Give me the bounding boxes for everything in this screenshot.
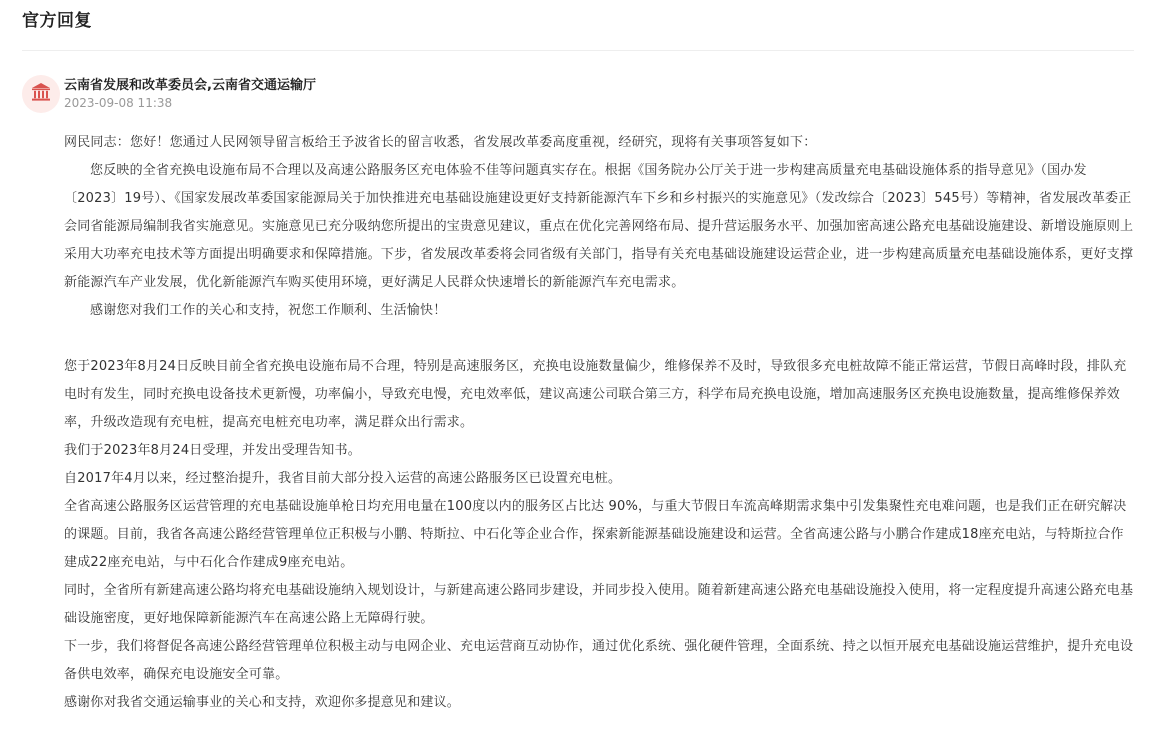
reply-paragraph: 网民同志：您好！您通过人民网领导留言板给王予波省长的留言收悉，省发展改革委高度重视，经研究，现将有关事项答复如下： xyxy=(64,135,817,150)
reply-paragraph: 感谢您对我们工作的关心和支持，祝您工作顺利、生活愉快！ xyxy=(90,303,447,318)
reply-paragraph: 感谢你对我省交通运输事业的关心和支持，欢迎你多提意见和建议。 xyxy=(64,695,461,710)
reply-paragraph: 您反映的全省充换电设施布局不合理以及高速公路服务区充电体验不佳等问题真实存在。根据《国务院办公厅关于进一步构建高质量充电基础设施体系的指导意见》（国办发〔2023〕19号）、《国家发展改革委国家能源局关于加快推进充电基础设施建设更好支持新能源汽车下乡和乡村振兴的实施意见》（发改综合〔2023〕545号）等精神，省发展改革委正会同省能源局编制我省实施意见。实施意见已充分吸纳您所提出的宝贵意见建议，重点在优化完善网络布局、提升营运服务水平、加强加密高速公路充电基础设施建设、新增设施原则上采用大功率充电技术等方面提出明确要求和保障措施。下步，省发展改革委将会同省级有关部门，指导有关充电基础设施建设运营企业，进一步构建高质量充电基础设施体系，更好支撑新能源汽车产业发展，优化新能源汽车购买使用环境，更好满足人民群众快速增长的新能源汽车充电需求。 xyxy=(64,163,1134,290)
reply-paragraph: 下一步，我们将督促各高速公路经营管理单位积极主动与电网企业、充电运营商互动协作，通过优化系统、强化硬件管理，全面系统、持之以恒开展充电基础设施运营维护，提升充电设备供电效率，确保充电设施安全可靠。 xyxy=(64,639,1134,682)
government-building-icon xyxy=(30,81,52,107)
reply-paragraph: 您于2023年8月24日反映目前全省充换电设施布局不合理，特别是高速服务区，充换电设施数量偏少，维修保养不及时，导致很多充电桩故障不能正常运营，节假日高峰时段，排队充电时有发生，同时充换电设备技术更新慢，功率偏小，导致充电慢，充电效率低，建议高速公司联合第三方，科学布局充换电设施，增加高速服务区充换电设施数量，提高维修保养效率，升级改造现有充电桩，提高充电桩充电功率，满足群众出行需求。 xyxy=(64,359,1127,430)
department-name: 云南省发展和改革委员会,云南省交通运输厅 xyxy=(64,78,316,93)
section-title: 官方回复 xyxy=(22,11,92,31)
reply-paragraph: 全省高速公路服务区运营管理的充电基础设施单枪日均充用电量在100度以内的服务区占比达 90%，与重大节假日车流高峰期需求集中引发集聚性充电难问题，也是我们正在研究解决的课题。目前，我省各高速公路经营管理单位正积极与小鹏、特斯拉、中石化等企业合作，探索新能源基础设施建设和运营。全省高速公路与小鹏合作建成18座充电站，与特斯拉合作建成22座充电站，与中石化合作建成9座充电站。 xyxy=(64,499,1127,570)
divider xyxy=(22,50,1134,51)
reply-paragraph: 同时，全省所有新建高速公路均将充电基础设施纳入规划设计，与新建高速公路同步建设，并同步投入使用。随着新建高速公路充电基础设施投入使用，将一定程度提升高速公路充电基础设施密度，更好地保障新能源汽车在高速公路上无障碍行驶。 xyxy=(64,583,1134,626)
reply-paragraph: 我们于2023年8月24日受理，并发出受理告知书。 xyxy=(64,443,361,458)
reply-body xyxy=(64,129,1136,717)
paragraph-gap xyxy=(64,325,1136,353)
reply-date: 2023-09-08 11:38 xyxy=(64,96,173,110)
reply-paragraph: 自2017年4月以来，经过整治提升，我省目前大部分投入运营的高速公路服务区已设置充电桩。 xyxy=(64,471,622,486)
avatar xyxy=(22,75,60,113)
